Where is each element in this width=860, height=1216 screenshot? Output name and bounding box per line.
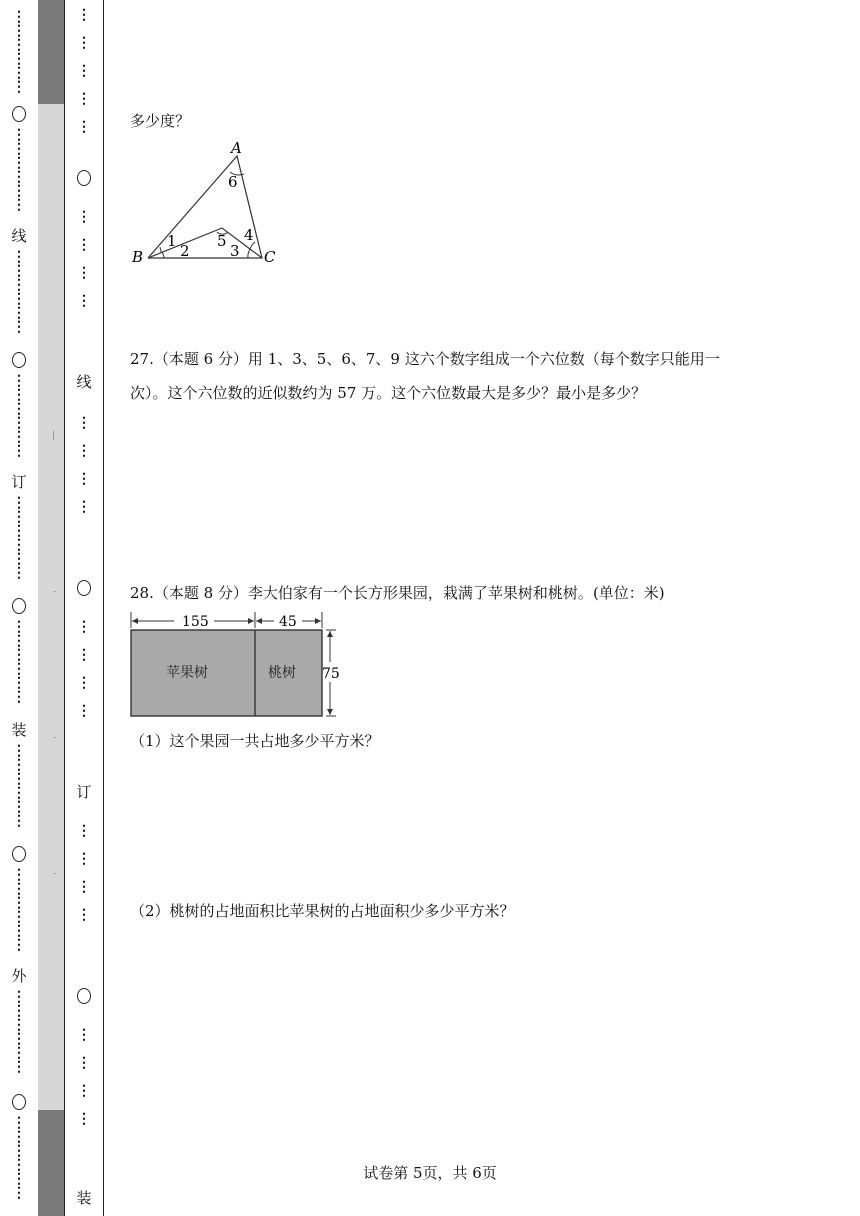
- margin-label-bind: 订: [11, 473, 27, 491]
- angle-1: 1: [167, 232, 177, 250]
- margin-label-line: 线: [11, 227, 27, 245]
- orchard-figure: [130, 610, 350, 722]
- vertex-b: B: [132, 248, 144, 266]
- binding-hole-icon: [12, 846, 26, 862]
- angle-3: 3: [230, 242, 240, 260]
- binding-hole-icon: [77, 170, 91, 186]
- dots: ⋮ ⋮ ⋮ ⋮ ⋮ ⋮: [12, 989, 26, 1075]
- dots: ⋮ ⋮ ⋮ ⋮ ⋮ ⋮: [12, 867, 26, 953]
- angle-2: 2: [180, 242, 190, 260]
- question-28-part-2: （2）桃树的占地面积比苹果树的占地面积少多少平方米？: [130, 902, 515, 920]
- binding-hole-icon: [77, 988, 91, 1004]
- inner-binding-column: [65, 0, 104, 1216]
- q26-tail-text: 多少度？: [130, 112, 191, 130]
- dark-band-top: [38, 0, 64, 104]
- height-label-75: 75: [322, 666, 340, 682]
- dots: ⋮ ⋮ ⋮ ⋮: [77, 1027, 91, 1127]
- width-label-45: 45: [279, 614, 297, 630]
- angle-5: 5: [217, 232, 227, 250]
- faint-mark: —: [48, 430, 59, 440]
- dots: ⋮ ⋮ ⋮ ⋮ ⋮ ⋮: [12, 1115, 26, 1201]
- question-28: 28.（本题 8 分）李大伯家有一个长方形果园，栽满了苹果树和桃树。(单位：米): [130, 584, 665, 602]
- dots: ⋮ ⋮ ⋮ ⋮ ⋮ ⋮: [12, 495, 26, 581]
- dots: ⋮ ⋮ ⋮ ⋮: [77, 823, 91, 923]
- dots: ⋮ ⋮ ⋮ ⋮ ⋮ ⋮: [12, 743, 26, 829]
- question-28-part-1: （1）这个果园一共占地多少平方米？: [130, 732, 380, 750]
- binding-hole-icon: [12, 106, 26, 122]
- triangle-figure: [130, 136, 290, 270]
- binding-hole-icon: [77, 580, 91, 596]
- apple-trees-label: 苹果树: [166, 665, 208, 681]
- page-footer: 试卷第 5页，共 6页: [363, 1164, 497, 1182]
- margin-label-pack: 装: [11, 721, 27, 739]
- inner-label-bind: 订: [76, 783, 92, 801]
- binding-hole-icon: [12, 598, 26, 614]
- gray-binding-strip: [38, 0, 65, 1216]
- peach-trees-label: 桃树: [268, 665, 296, 681]
- vertex-a: A: [231, 139, 242, 157]
- dots: ⋮ ⋮ ⋮ ⋮ ⋮ ⋮: [12, 619, 26, 705]
- binding-hole-icon: [12, 352, 26, 368]
- angle-6: 6: [228, 173, 238, 191]
- vertex-c: C: [264, 248, 276, 266]
- dots: ⋮ ⋮ ⋮ ⋮: [77, 209, 91, 309]
- question-27: 27.（本题 6 分）用 1、3、5、6、7、9 这六个数字组成一个六位数（每个数字只能用一次）。这个六位数的近似数约为 57 万。这个六位数最大是多少？最小是多少？: [130, 350, 720, 402]
- dots: ⋮ ⋮ ⋮ ⋮: [77, 415, 91, 515]
- margin-label-outer: 外: [11, 967, 27, 985]
- dots: ⋮ ⋮ ⋮ ⋮: [77, 619, 91, 719]
- dots: ⋮ ⋮ ⋮ ⋮ ⋮ ⋮: [12, 127, 26, 213]
- faint-mark: ·: [48, 590, 59, 594]
- faint-mark: ·: [48, 736, 59, 740]
- dots: ⋮ ⋮ ⋮ ⋮ ⋮ ⋮: [12, 9, 26, 95]
- width-label-155: 155: [182, 614, 209, 630]
- inner-label-pack: 装: [76, 1189, 92, 1207]
- dots: ⋮ ⋮ ⋮ ⋮ ⋮ ⋮: [12, 373, 26, 459]
- dots: ⋮ ⋮ ⋮ ⋮ ⋮: [77, 7, 91, 135]
- binding-hole-icon: [12, 1094, 26, 1110]
- binding-margin: [0, 0, 104, 1216]
- inner-label-line: 线: [76, 373, 92, 391]
- angle-4: 4: [244, 226, 254, 244]
- dots: ⋮ ⋮ ⋮ ⋮ ⋮ ⋮: [12, 249, 26, 335]
- faint-mark: ·: [48, 872, 59, 876]
- outer-binding-column: [0, 0, 39, 1216]
